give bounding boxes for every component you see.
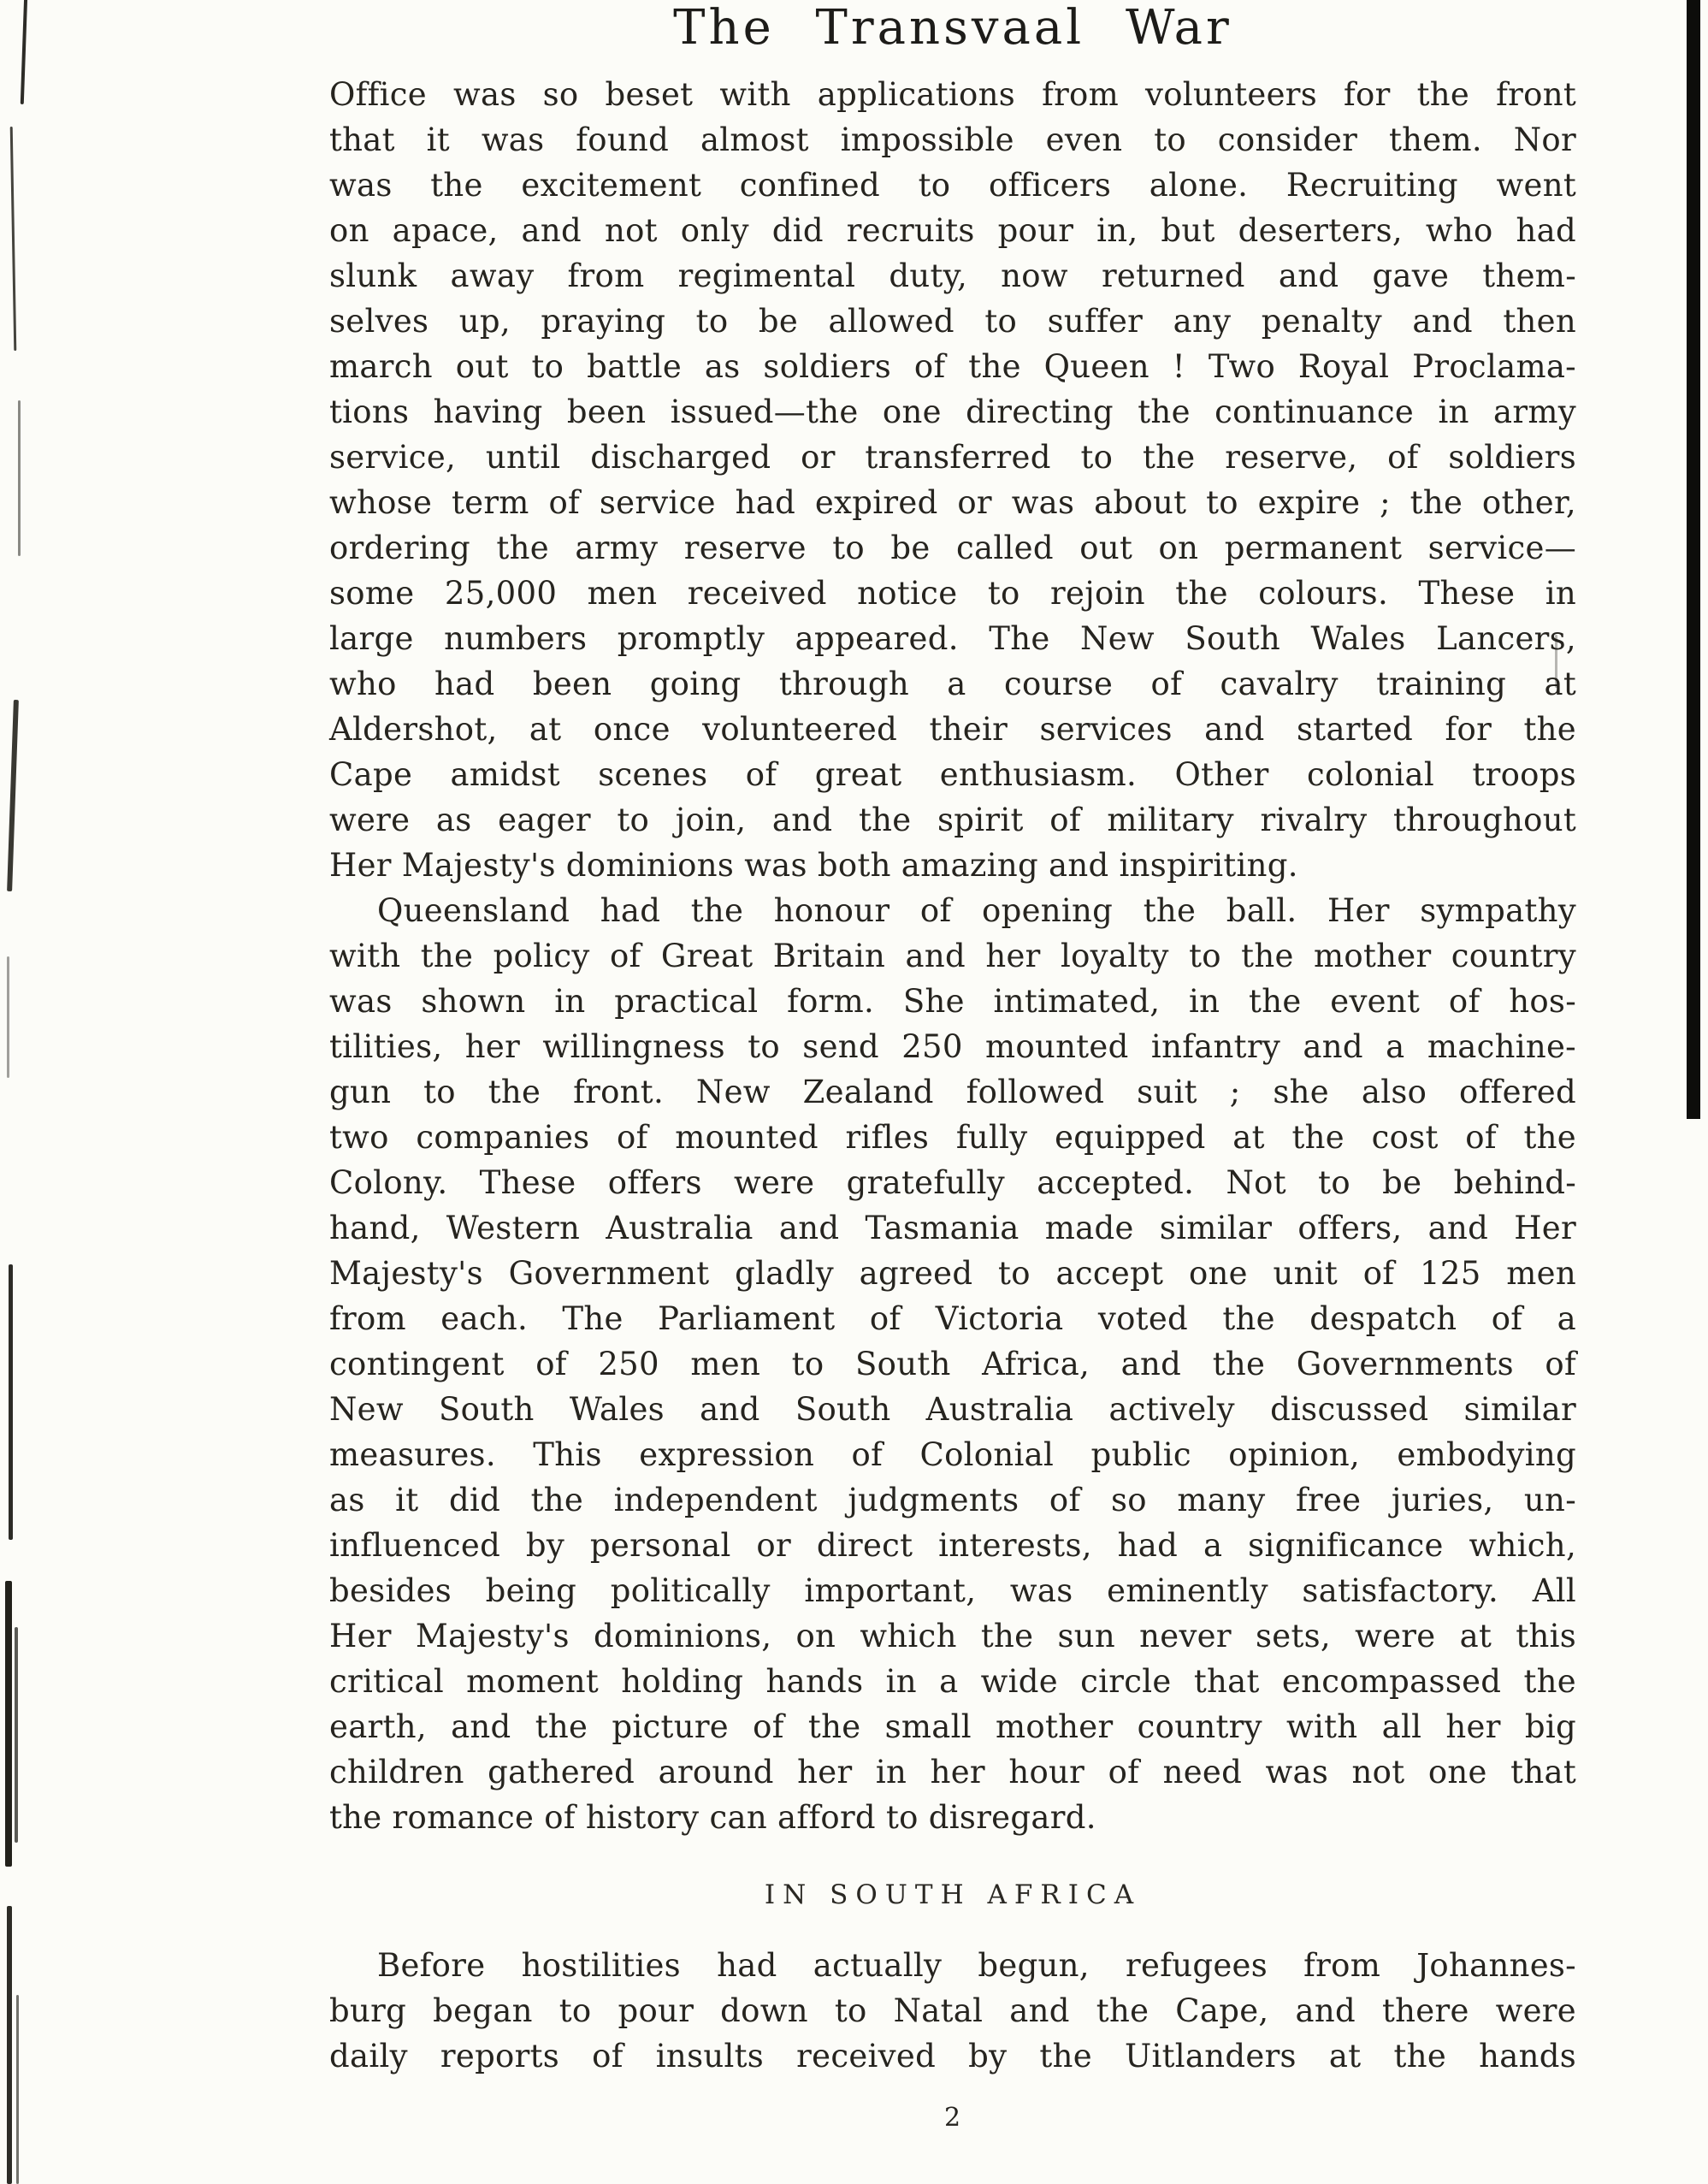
text-line: influenced by personal or direct interests, had a significance which, — [329, 1527, 1576, 1564]
text-line: with the policy of Great Britain and her loyalty to the mother country — [329, 938, 1576, 974]
text-block — [329, 72, 1576, 2133]
text-line: besides being politically important, was eminently satisfactory. All — [329, 1572, 1576, 1609]
text-line: contingent of 250 men to South Africa, and the Governments of — [329, 1346, 1576, 1382]
text-line: earth, and the picture of the small mother country with all her big — [329, 1708, 1576, 1745]
page-title: The Transvaal War — [673, 0, 1232, 56]
text-line: Cape amidst scenes of great enthusiasm. Other colonial troops — [329, 756, 1576, 793]
text-line: daily reports of insults received by the Uitlanders at the hands — [329, 2038, 1576, 2075]
text-line: some 25,000 men received notice to rejoin the colours. These in — [329, 575, 1576, 612]
text-line: Colony. These offers were gratefully accepted. Not to be behind- — [329, 1164, 1576, 1201]
scan-artifact-left-mark — [7, 1906, 12, 2184]
text-line: Majesty's Government gladly agreed to accept one unit of 125 men — [329, 1255, 1576, 1292]
scan-artifact-right-bar — [1687, 0, 1700, 1119]
text-line: whose term of service had expired or was about to expire ; the other, — [329, 484, 1576, 521]
paragraph-3 — [329, 1943, 1576, 2079]
scan-artifact-left-mark — [9, 1264, 13, 1540]
text-line: children gathered around her in her hour of need was not one that — [329, 1754, 1576, 1790]
text-line: that it was found almost impossible even to consider them. Nor — [329, 121, 1576, 158]
text-line: Her Majesty's dominions, on which the sun never sets, were at this — [329, 1618, 1576, 1654]
text-line: Queensland had the honour of opening the ball. Her sympathy — [377, 892, 1576, 929]
text-line: who had been going through a course of cavalry training at — [329, 666, 1576, 702]
text-line: New South Wales and South Australia actively discussed similar — [329, 1391, 1576, 1428]
text-line: on apace, and not only did recruits pour in, but deserters, who had — [329, 212, 1576, 249]
text-line: burg began to pour down to Natal and the Cape, and there were — [329, 1992, 1576, 2029]
text-line: large numbers promptly appeared. The New South Wales Lancers, — [329, 620, 1576, 657]
section-heading: IN SOUTH AFRICA — [764, 1879, 1142, 1910]
text-line: hand, Western Australia and Tasmania made similar offers, and Her — [329, 1210, 1576, 1246]
text-line: march out to battle as soldiers of the Queen ! Two Royal Proclama- — [329, 348, 1576, 385]
text-line: two companies of mounted rifles fully equipped at the cost of the — [329, 1119, 1576, 1156]
scan-artifact-left-mark — [7, 700, 19, 891]
text-line: service, until discharged or transferred to the reserve, of soldiers — [329, 439, 1576, 476]
scan-artifact-left-mark — [21, 0, 27, 104]
text-line: as it did the independent judgments of so many free juries, un- — [329, 1482, 1576, 1518]
text-line: measures. This expression of Colonial public opinion, embodying — [329, 1436, 1576, 1473]
text-line: were as eager to join, and the spirit of military rivalry throughout — [329, 802, 1576, 838]
scan-artifact-left-mark — [18, 400, 21, 556]
scan-artifact-left-mark — [10, 127, 17, 351]
scan-artifact-left-mark — [7, 956, 9, 1078]
text-line: tilities, her willingness to send 250 mounted infantry and a machine- — [329, 1028, 1576, 1065]
scan-artifact-left-mark — [5, 1581, 12, 1867]
text-line: the romance of history can afford to disregard. — [329, 1799, 1096, 1836]
scan-artifact-left-mark — [16, 1995, 19, 2184]
text-line: critical moment holding hands in a wide circle that encompassed the — [329, 1663, 1576, 1700]
text-line: was the excitement confined to officers alone. Recruiting went — [329, 167, 1576, 204]
scan-artifact-left-mark — [15, 1627, 18, 1843]
text-line: tions having been issued—the one directing the continuance in army — [329, 394, 1576, 430]
text-line: gun to the front. New Zealand followed suit ; she also offered — [329, 1074, 1576, 1110]
text-line: was shown in practical form. She intimated, in the event of hos- — [329, 983, 1576, 1020]
text-line: Office was so beset with applications from volunteers for the front — [329, 76, 1576, 113]
text-line: Her Majesty's dominions was both amazing and inspiriting. — [329, 847, 1298, 884]
paragraph-2 — [329, 888, 1576, 1840]
text-line: selves up, praying to be allowed to suffer any penalty and then — [329, 303, 1576, 340]
paragraph-1 — [329, 72, 1576, 888]
page-number: 2 — [943, 2103, 962, 2133]
text-line: slunk away from regimental duty, now returned and gave them- — [329, 257, 1576, 294]
text-line: from each. The Parliament of Victoria voted the despatch of a — [329, 1300, 1576, 1337]
text-line: Aldershot, at once volunteered their services and started for the — [329, 711, 1576, 748]
text-line: Before hostilities had actually begun, refugees from Johannes- — [377, 1947, 1576, 1984]
text-line: ordering the army reserve to be called out on permanent service— — [329, 530, 1576, 566]
scan-artifact-margin-mark — [1555, 635, 1557, 688]
